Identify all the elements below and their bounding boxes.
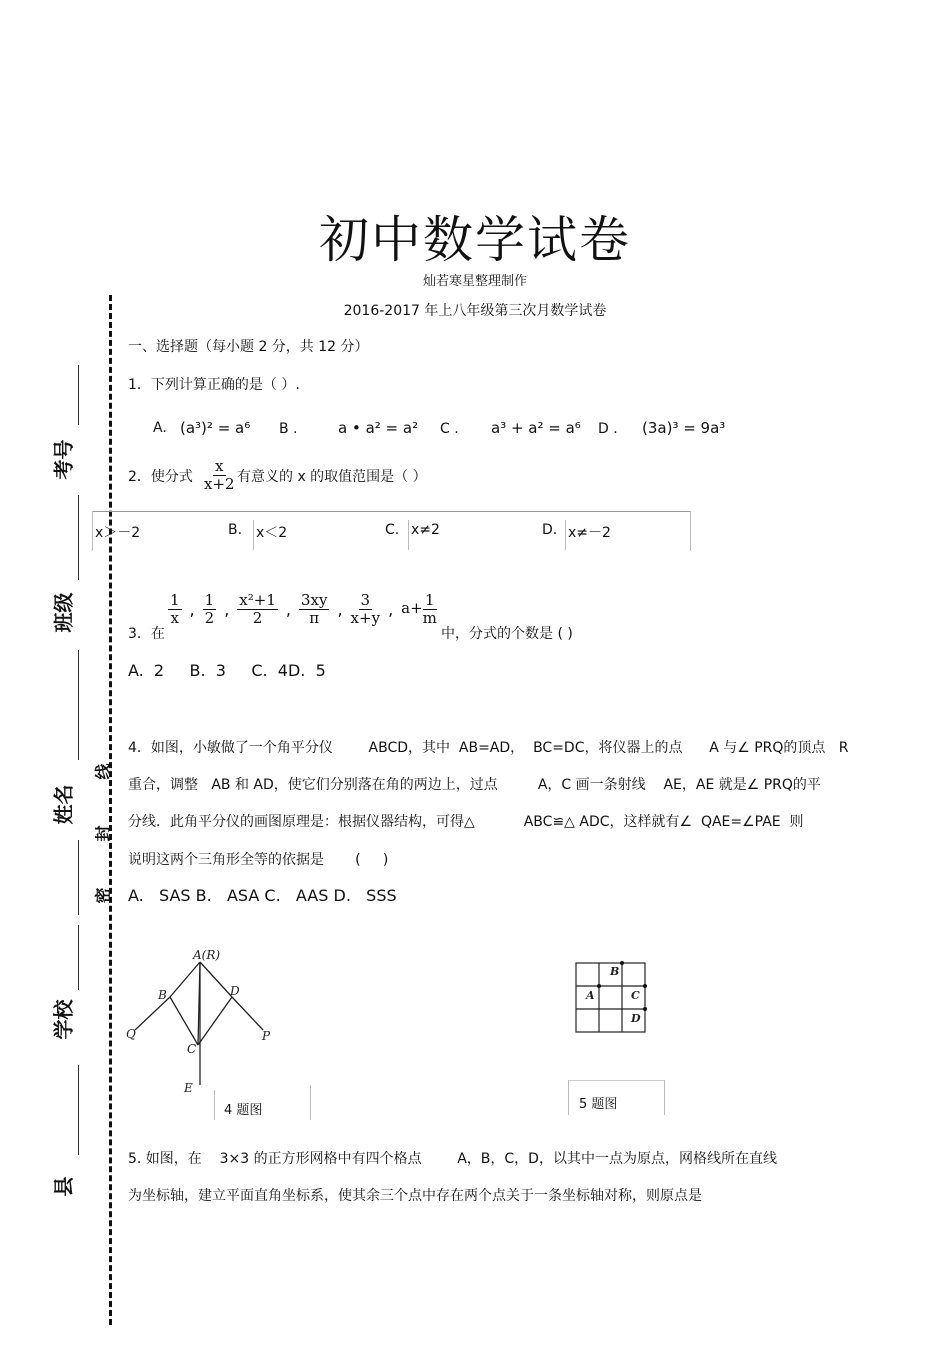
figure-4-diagram <box>120 945 320 1095</box>
q1-option-d-label: D . <box>598 421 618 437</box>
q2-frac-denominator: x+2 <box>204 474 235 493</box>
q3-numerator: 3 <box>360 591 371 609</box>
q2-option-d-label: D. <box>542 522 558 538</box>
q1-option-b-expr: a • a² = a² <box>338 419 419 437</box>
q3-fraction <box>203 592 217 626</box>
q2-option-c-text: x≠2 <box>411 522 440 538</box>
label-D: D <box>230 984 240 998</box>
q3-last-prefix: a+ <box>401 599 423 617</box>
q1-stem: 1．下列计算正确的是（ ）. <box>128 377 300 393</box>
label-B: B <box>610 965 620 978</box>
q5-line2: 为坐标轴，建立平面直角坐标系，使其余三个点中存在两个点关于一条坐标轴对称，则原点是 <box>128 1188 702 1204</box>
q1-option-d-expr: (3a)³ = 9a³ <box>642 419 726 437</box>
label-xian: 县 <box>51 1176 76 1197</box>
point-B <box>620 961 624 965</box>
q3-fraction <box>351 592 381 626</box>
label-D: D <box>631 1012 641 1025</box>
label-C: C <box>631 989 640 1002</box>
caption-rule <box>568 1080 664 1081</box>
side-rule <box>78 840 79 915</box>
label-A: A <box>586 989 595 1002</box>
caption-divider <box>664 1080 665 1115</box>
label-C: C <box>187 1042 197 1056</box>
caption-divider <box>568 1080 569 1115</box>
q3-numerator: 1 <box>170 591 180 609</box>
q2-option-d-text: x≠－2 <box>568 525 611 541</box>
point-A <box>597 984 601 988</box>
q3-last-denominator: m <box>422 608 437 627</box>
option-divider <box>565 520 566 550</box>
label-E: E <box>184 1081 193 1095</box>
seal-mi: 密 <box>93 887 113 904</box>
label-kaohao: 考号 <box>51 439 76 480</box>
q3-fraction <box>237 592 278 626</box>
page-title: 初中数学试卷 <box>319 211 631 269</box>
q3-denominator: π <box>309 608 320 627</box>
q1-option-a-label: A. <box>153 420 167 436</box>
q2-suffix: 有意义的 x 的取值范围是（ ） <box>237 469 427 485</box>
figure-5-caption: 5 题图 <box>579 1097 618 1112</box>
binding-dashed-line <box>109 295 112 1325</box>
label-A: A(R) <box>193 948 221 962</box>
caption-divider <box>214 1090 215 1120</box>
side-rule <box>78 1065 79 1155</box>
q2-option-b-label: B. <box>228 522 243 538</box>
label-P: P <box>262 1029 271 1043</box>
caption-divider <box>310 1085 311 1120</box>
segment-AB <box>170 962 200 997</box>
figure-4-caption: 4 题图 <box>224 1103 263 1118</box>
q3-answers: A. 2 B. 3 C. 4D. 5 <box>128 661 326 680</box>
segment-BC <box>170 997 198 1045</box>
point-D <box>643 1007 647 1011</box>
q2-option-c-label: C. <box>385 522 400 538</box>
q3-suffix: 中，分式的个数是 ( ) <box>441 626 573 642</box>
q3-prefix: 3．在 <box>128 626 165 642</box>
seal-feng: 封 <box>93 825 113 842</box>
q3-denominator: x <box>170 608 179 627</box>
section-heading: 一、选择题（每小题 2 分，共 12 分） <box>128 339 369 355</box>
label-xingming: 姓名 <box>51 784 76 825</box>
option-divider <box>690 511 691 551</box>
maker-credit: 灿若寒星整理制作 <box>422 274 527 289</box>
seal-xian: 线 <box>93 763 113 780</box>
q1-option-c-label: C . <box>440 421 459 437</box>
q3-fraction <box>299 592 329 626</box>
label-xuexiao: 学校 <box>51 999 76 1040</box>
q3-last-numerator: 1 <box>425 591 435 609</box>
q4-line4: 说明这两个三角形全等的依据是 ( ) <box>128 852 389 868</box>
q2-prefix: 2．使分式 <box>128 469 193 485</box>
point-C <box>643 984 647 988</box>
q4-line1: 4．如图，小敏做了一个角平分仪 ABCD，其中 AB=AD， BC=DC，将仪器上的点 A 与∠ PRQ的顶点 R <box>128 740 849 756</box>
q3-fraction <box>168 592 182 626</box>
q3-denominator: 2 <box>204 608 215 627</box>
q3-last-term <box>401 592 437 626</box>
segment-DC <box>198 997 232 1045</box>
side-rule <box>78 365 79 425</box>
segment-AD <box>200 962 232 997</box>
q5-line1: 5. 如图，在 3×3 的正方形网格中有四个格点 A，B，C，D，以其中一点为原点，网格线所在直线 <box>128 1151 777 1167</box>
q4-line2: 重合，调整 AB 和 AD，使它们分别落在角的两边上，过点 A，C 画一条射线 AE，AE 就是∠ PRQ的平 <box>128 777 821 793</box>
q3-numerator: x²+1 <box>239 591 276 609</box>
side-rule <box>78 925 79 990</box>
q3-last-fraction <box>423 592 437 626</box>
q4-line3: 分线．此角平分仪的画图原理是：根据仪器结构，可得△ ABC≌△ ADC，这样就有∠ QAE=∠PAE 则 <box>128 814 804 830</box>
ray-toward-P <box>232 997 263 1030</box>
figure-5-grid <box>568 956 658 1036</box>
q1-option-b-label: B . <box>279 421 298 437</box>
option-divider <box>408 520 409 550</box>
side-rule <box>78 650 79 760</box>
q1-option-c-expr: a³ + a² = a⁶ <box>491 419 581 437</box>
q4-answers: A. SAS B. ASA C. AAS D. SSS <box>128 886 397 905</box>
label-B: B <box>158 988 167 1002</box>
q2-fraction <box>204 458 235 492</box>
q3-fraction-list: $\frac{1}{x}$ , $\frac{1}{2}$ , $\frac{\text{x²+1}}{2}$ , $\frac{3xy}{\pi}$ , $\frac{3}{x+y}$ , a+ $\frac{1}{m}$ <box>170 591 437 627</box>
q3-numerator: 3xy <box>300 591 328 609</box>
q1-option-a-expr: (a³)² = a⁶ <box>180 419 251 437</box>
option-divider <box>92 511 93 551</box>
q3-denominator: x+y <box>350 608 381 627</box>
label-Q: Q <box>126 1027 136 1041</box>
q3-denominator: 2 <box>252 608 263 627</box>
label-banji: 班级 <box>51 592 76 633</box>
exam-title: 2016-2017 年上八年级第三次月数学试卷 <box>343 303 607 319</box>
q3-numerator: 1 <box>204 591 215 609</box>
q2-frac-numerator: x <box>215 457 224 475</box>
q2-option-b-text: x＜2 <box>256 525 288 541</box>
side-rule <box>78 495 79 580</box>
q2-option-a: x＞－2 <box>95 525 141 541</box>
option-divider <box>253 520 254 550</box>
